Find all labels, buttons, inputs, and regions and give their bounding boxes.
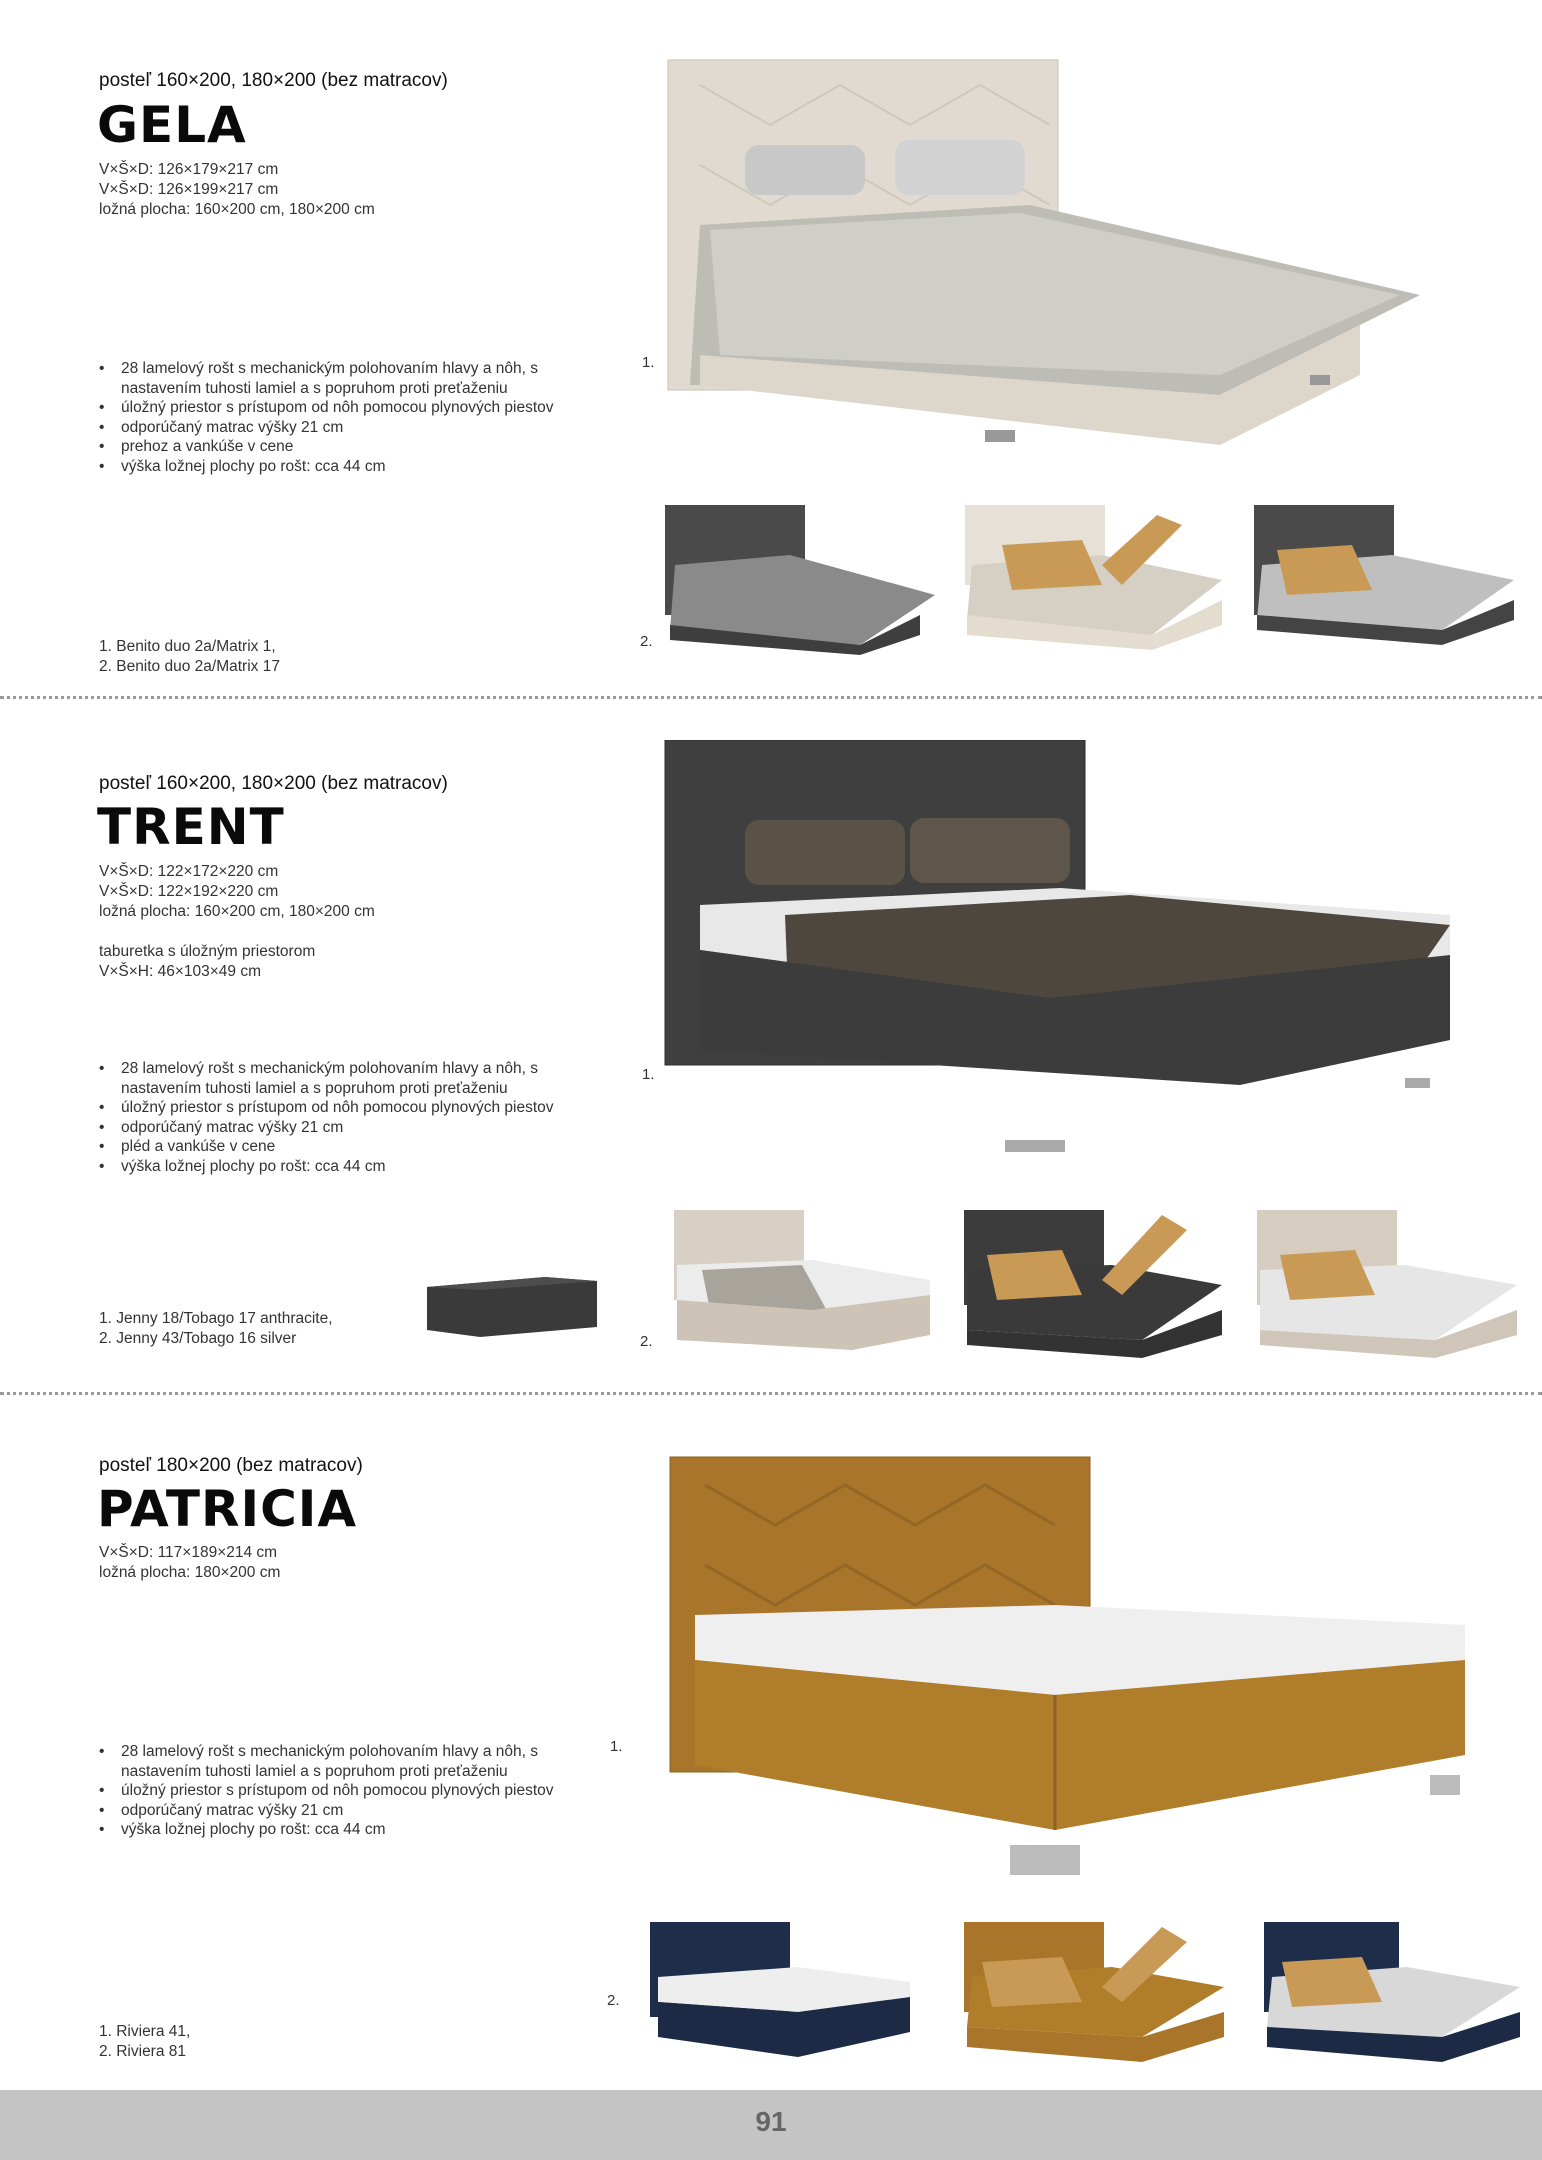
ottoman-line: taburetka s úložným priestorom	[99, 943, 316, 960]
image-label: 2.	[607, 1992, 620, 2009]
variant-item: 2. Benito duo 2a/Matrix 17	[99, 658, 280, 675]
feature-item: • úložný priestor s prístupom od nôh pomocou plynových piestov	[99, 1098, 569, 1118]
bed-thumbnail-2	[962, 505, 1227, 650]
variant-item: 1. Benito duo 2a/Matrix 1,	[99, 638, 276, 655]
feature-list	[99, 359, 569, 476]
bed-thumbnail-3	[1252, 505, 1517, 650]
dimension-line: ložná plocha: 180×200 cm	[99, 1564, 281, 1581]
feature-list	[99, 1742, 569, 1840]
product-name: GELA	[97, 96, 247, 154]
dimension-line: ložná plocha: 160×200 cm, 180×200 cm	[99, 201, 375, 218]
product-name: TRENT	[97, 798, 285, 856]
bed-thumbnail-3	[1262, 1922, 1522, 2067]
bed-thumbnail-3	[1255, 1210, 1520, 1360]
feature-item: • odporúčaný matrac výšky 21 cm	[99, 418, 569, 438]
image-label: 1.	[642, 1066, 655, 1083]
dimension-line: V×Š×D: 126×199×217 cm	[99, 181, 279, 198]
feature-item: • výška ložnej plochy po rošt: cca 44 cm	[99, 1157, 569, 1177]
dimension-line: V×Š×D: 117×189×214 cm	[99, 1544, 278, 1561]
feature-item: • 28 lamelový rošt s mechanickým polohovaním hlavy a nôh, s nastavením tuhosti lamiel a s popruhom proti preťaženiu	[99, 1742, 569, 1781]
ottoman-image	[425, 1275, 600, 1350]
product-dimensions	[99, 1543, 280, 1583]
feature-item: • odporúčaný matrac výšky 21 cm	[99, 1801, 569, 1821]
dimension-line: V×Š×D: 122×172×220 cm	[99, 863, 279, 880]
bed-main-image	[660, 740, 1460, 1165]
feature-item: • výška ložnej plochy po rošt: cca 44 cm	[99, 457, 569, 477]
ottoman-line: V×Š×H: 46×103×49 cm	[99, 963, 262, 980]
feature-list	[99, 1059, 569, 1176]
bed-thumbnail-1	[672, 1210, 932, 1360]
feature-item: • výška ložnej plochy po rošt: cca 44 cm	[99, 1820, 569, 1840]
product-subtitle: posteľ 160×200, 180×200 (bez matracov)	[99, 70, 448, 91]
variant-item: 1. Jenny 18/Tobago 17 anthracite,	[99, 1310, 333, 1327]
product-dimensions	[99, 862, 375, 982]
image-label: 1.	[642, 354, 655, 371]
feature-item: • prehoz a vankúše v cene	[99, 437, 569, 457]
feature-item: • pléd a vankúše v cene	[99, 1137, 569, 1157]
product-subtitle: posteľ 160×200, 180×200 (bez matracov)	[99, 773, 448, 794]
feature-item: • 28 lamelový rošt s mechanickým polohovaním hlavy a nôh, s nastavením tuhosti lamiel a s popruhom proti preťaženiu	[99, 1059, 569, 1098]
dimension-line: V×Š×D: 126×179×217 cm	[99, 161, 279, 178]
image-label: 1.	[610, 1738, 623, 1755]
product-name: PATRICIA	[97, 1480, 358, 1538]
dimension-line: V×Š×D: 122×192×220 cm	[99, 883, 279, 900]
feature-item: • úložný priestor s prístupom od nôh pomocou plynových piestov	[99, 1781, 569, 1801]
bed-thumbnail-2	[962, 1210, 1227, 1360]
variant-list	[99, 1309, 333, 1349]
image-label: 2.	[640, 1333, 653, 1350]
bed-main-image	[665, 1455, 1475, 1880]
feature-item: • odporúčaný matrac výšky 21 cm	[99, 1118, 569, 1138]
bed-thumbnail-1	[648, 1922, 913, 2067]
section-divider	[0, 1392, 1542, 1395]
variant-list	[99, 2022, 190, 2062]
feature-item: • úložný priestor s prístupom od nôh pomocou plynových piestov	[99, 398, 569, 418]
page-number: 91	[755, 2106, 787, 2137]
variant-item: 2. Jenny 43/Tobago 16 silver	[99, 1330, 297, 1347]
dimension-line: ložná plocha: 160×200 cm, 180×200 cm	[99, 903, 375, 920]
variant-item: 1. Riviera 41,	[99, 2023, 191, 2040]
image-label: 2.	[640, 633, 653, 650]
product-subtitle: posteľ 180×200 (bez matracov)	[99, 1455, 363, 1476]
bed-thumbnail-2	[962, 1922, 1227, 2067]
variant-item: 2. Riviera 81	[99, 2043, 187, 2060]
bed-thumbnail-1	[660, 505, 940, 655]
bed-main-image	[660, 55, 1430, 455]
feature-item: • 28 lamelový rošt s mechanickým polohovaním hlavy a nôh, s nastavením tuhosti lamiel a s popruhom proti preťaženiu	[99, 359, 569, 398]
variant-list	[99, 637, 280, 677]
product-dimensions	[99, 160, 375, 220]
section-divider	[0, 696, 1542, 699]
